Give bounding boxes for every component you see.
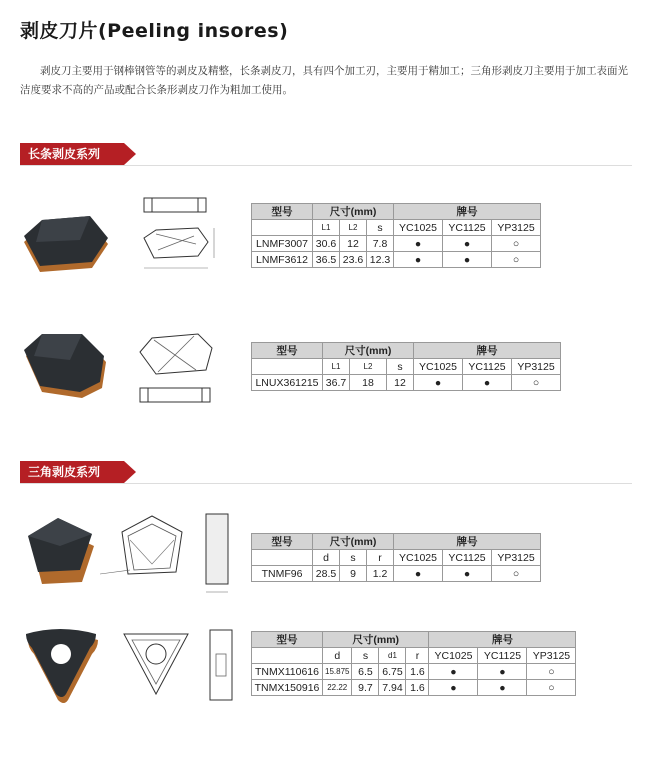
cell: TNMF96: [252, 566, 313, 582]
header-dimension: 尺寸(mm): [313, 204, 394, 220]
insert-photo-tnmf: [20, 516, 100, 590]
insert-drawing-lnux: [134, 326, 224, 410]
cell: 12: [387, 375, 414, 391]
sub-header: r: [367, 550, 394, 566]
insert-photo-lnux: [20, 332, 112, 402]
sub-header: s: [352, 648, 379, 664]
cell: ●: [394, 236, 443, 252]
sub-header: s: [387, 359, 414, 375]
header-grade: 牌号: [394, 204, 541, 220]
header-grade: 牌号: [429, 632, 576, 648]
cell: ○: [492, 566, 541, 582]
cell: 9: [340, 566, 367, 582]
cell: 1.6: [406, 664, 429, 680]
header-model: 型号: [252, 534, 313, 550]
cell: 6.5: [352, 664, 379, 680]
cell: 36.5: [313, 252, 340, 268]
cell: 12: [340, 236, 367, 252]
page-title: 剥皮刀片(Peeling insores): [20, 20, 289, 42]
header-dimension: 尺寸(mm): [323, 632, 429, 648]
sub-header: s: [340, 550, 367, 566]
cell: LNMF3612: [252, 252, 313, 268]
cell: LNUX361215: [252, 375, 323, 391]
sub-header: YC1125: [463, 359, 512, 375]
sub-header: YP3125: [527, 648, 576, 664]
sub-header: r: [406, 648, 429, 664]
cell: 12.3: [367, 252, 394, 268]
cell: ●: [478, 664, 527, 680]
cell: ○: [527, 664, 576, 680]
sub-header: YC1025: [394, 220, 443, 236]
header-model: 型号: [252, 204, 313, 220]
cell: ○: [492, 252, 541, 268]
table-row: [252, 566, 541, 582]
header-model: 型号: [252, 343, 323, 359]
header-grade: 牌号: [394, 534, 541, 550]
cell: 18: [350, 375, 387, 391]
section-header-long: 长条剥皮系列: [20, 143, 124, 165]
intro-paragraph: 剥皮刀主要用于钢棒钢管等的剥皮及精整，长条剥皮刀，具有四个加工刃，主要用于精加工；三角形剥皮刀主要用于加工表面光洁度要求不高的产品或配合长条形剥皮刀作为粗加工使用。: [20, 65, 628, 96]
header-dimension: 尺寸(mm): [323, 343, 414, 359]
insert-drawing-tnmx: [112, 618, 244, 714]
cell: 1.2: [367, 566, 394, 582]
cell: ●: [429, 680, 478, 696]
header-grade: 牌号: [414, 343, 561, 359]
table-row: [252, 252, 541, 268]
cell: 7.94: [379, 680, 406, 696]
cell: TNMX150916: [252, 680, 323, 696]
cell: 23.6: [340, 252, 367, 268]
sub-header: L1: [313, 220, 340, 236]
spec-table-2: [251, 342, 561, 391]
header-dimension: 尺寸(mm): [313, 534, 394, 550]
cell: ●: [443, 236, 492, 252]
sub-header-blank: [252, 550, 313, 566]
cell: 36.7: [323, 375, 350, 391]
sub-header: L2: [350, 359, 387, 375]
sub-header: YC1025: [394, 550, 443, 566]
spec-table-4: [251, 631, 576, 696]
table-row: [252, 664, 576, 680]
sub-header: YC1125: [478, 648, 527, 664]
cell: ●: [443, 566, 492, 582]
table-row: [252, 236, 541, 252]
cell: ●: [429, 664, 478, 680]
cell: ●: [478, 680, 527, 696]
sub-header: YP3125: [492, 220, 541, 236]
sub-header: YP3125: [492, 550, 541, 566]
cell: 9.7: [352, 680, 379, 696]
insert-drawing-tnmf: [100, 510, 250, 594]
cell: TNMX110616: [252, 664, 323, 680]
intro-text: [20, 62, 630, 100]
sub-header: L1: [323, 359, 350, 375]
cell: ○: [512, 375, 561, 391]
section-divider: [20, 165, 632, 166]
cell: ●: [394, 252, 443, 268]
sub-header: L2: [340, 220, 367, 236]
cell: 30.6: [313, 236, 340, 252]
cell: ○: [492, 236, 541, 252]
spec-table-3: [251, 533, 541, 582]
cell: LNMF3007: [252, 236, 313, 252]
cell: ●: [463, 375, 512, 391]
cell: ●: [414, 375, 463, 391]
sub-header: d1: [379, 648, 406, 664]
sub-header: d: [313, 550, 340, 566]
sub-header: d: [323, 648, 352, 664]
cell: ●: [443, 252, 492, 268]
sub-header: s: [367, 220, 394, 236]
spec-table-1: [251, 203, 541, 268]
sub-header-blank: [252, 648, 323, 664]
table-row: [252, 375, 561, 391]
section-header-triangle: 三角剥皮系列: [20, 461, 124, 483]
sub-header: YC1125: [443, 550, 492, 566]
cell: ●: [394, 566, 443, 582]
sub-header: YP3125: [512, 359, 561, 375]
sub-header-blank: [252, 220, 313, 236]
sub-header: YC1025: [429, 648, 478, 664]
cell: 15.875: [323, 664, 352, 680]
cell: 22.22: [323, 680, 352, 696]
table-row: [252, 680, 576, 696]
cell: 28.5: [313, 566, 340, 582]
insert-photo-lnmf: [20, 212, 112, 282]
insert-photo-tnmx: [20, 624, 106, 710]
cell: ○: [527, 680, 576, 696]
sub-header: YC1125: [443, 220, 492, 236]
sub-header-blank: [252, 359, 323, 375]
section-divider: [20, 483, 632, 484]
cell: 7.8: [367, 236, 394, 252]
sub-header: YC1025: [414, 359, 463, 375]
cell: 6.75: [379, 664, 406, 680]
header-model: 型号: [252, 632, 323, 648]
cell: 1.6: [406, 680, 429, 696]
insert-drawing-lnmf: [136, 194, 222, 278]
